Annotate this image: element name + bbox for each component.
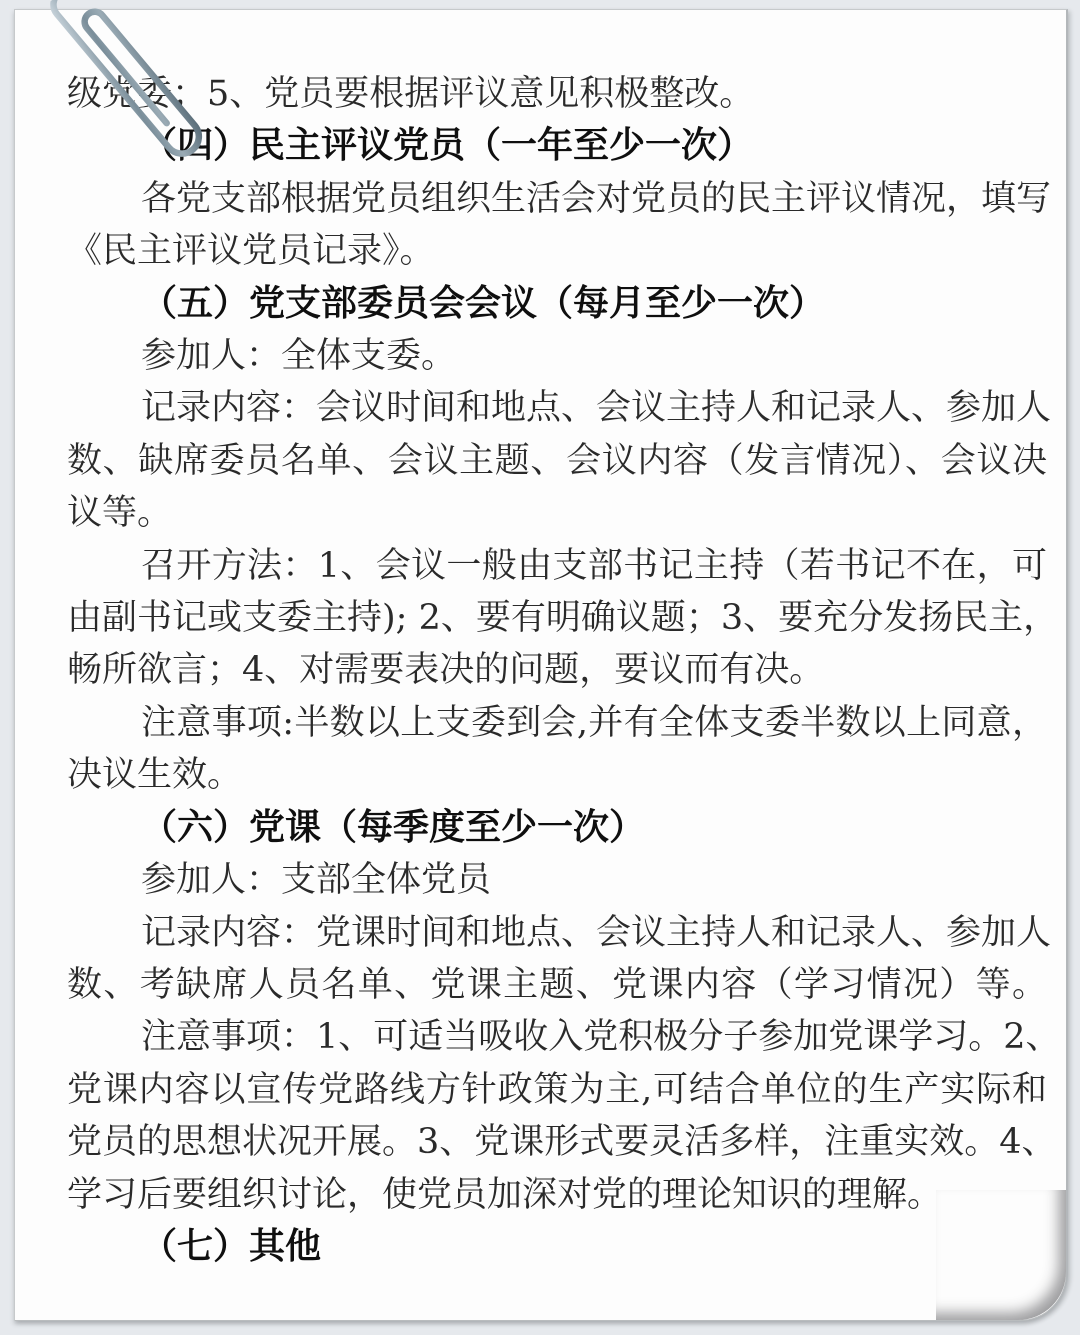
- doc-line: 由副书记或支委主持); 2、要有明确议题；3、要充分发扬民主，: [67, 598, 1059, 639]
- doc-line: 党员的思想状况开展。3、党课形式要灵活多样，注重实效。4、: [67, 1122, 1057, 1163]
- paper-sheet: [14, 9, 1068, 1321]
- doc-line: 议等。: [67, 493, 173, 534]
- doc-line: 数、考缺席人员名单、党课主题、党课内容（学习情况）等。: [67, 964, 1047, 1005]
- section-heading: （五）党支部委员会会议（每月至少一次）: [141, 282, 826, 324]
- doc-line: 《民主评议党员记录》。: [67, 231, 435, 272]
- doc-line: 注意事项:半数以上支委到会,并有全体支委半数以上同意，: [141, 702, 1047, 743]
- doc-line: 参加人：支部全体党员: [141, 860, 492, 901]
- doc-line: 决议生效。: [67, 755, 243, 796]
- doc-line: 记录内容：会议时间和地点、会议主持人和记录人、参加人: [141, 388, 1052, 429]
- doc-line: 党课内容以宣传党路线方针政策为主,可结合单位的生产实际和: [67, 1069, 1047, 1110]
- doc-line: 数、缺席委员名单、会议主题、会议内容（发言情况）、会议决: [67, 440, 1047, 481]
- section-heading: （四）民主评议党员（一年至少一次）: [141, 125, 754, 167]
- section-heading: （七）其他: [141, 1225, 322, 1267]
- document-text: [67, 68, 1061, 1273]
- doc-line: 级党委；5、党员要根据评议意见积极整改。: [67, 74, 755, 114]
- section-heading: （六）党课（每季度至少一次）: [141, 806, 646, 848]
- doc-line: 注意事项：1、可适当吸收入党积极分子参加党课学习。2、: [141, 1017, 1061, 1058]
- doc-line: 学习后要组织讨论，使党员加深对党的理论知识的理解。: [67, 1174, 943, 1215]
- doc-line: 召开方法：1、会议一般由支部书记主持（若书记不在，可: [141, 545, 1047, 586]
- doc-line: 畅所欲言；4、对需要表决的问题，要议而有决。: [67, 650, 825, 691]
- doc-line: 各党支部根据党员组织生活会对党员的民主评议情况，填写: [141, 178, 1052, 219]
- doc-line: 记录内容：党课时间和地点、会议主持人和记录人、参加人: [141, 912, 1052, 953]
- doc-line: 参加人：全体支委。: [141, 336, 457, 377]
- page-curl-shadow: [936, 1190, 1066, 1320]
